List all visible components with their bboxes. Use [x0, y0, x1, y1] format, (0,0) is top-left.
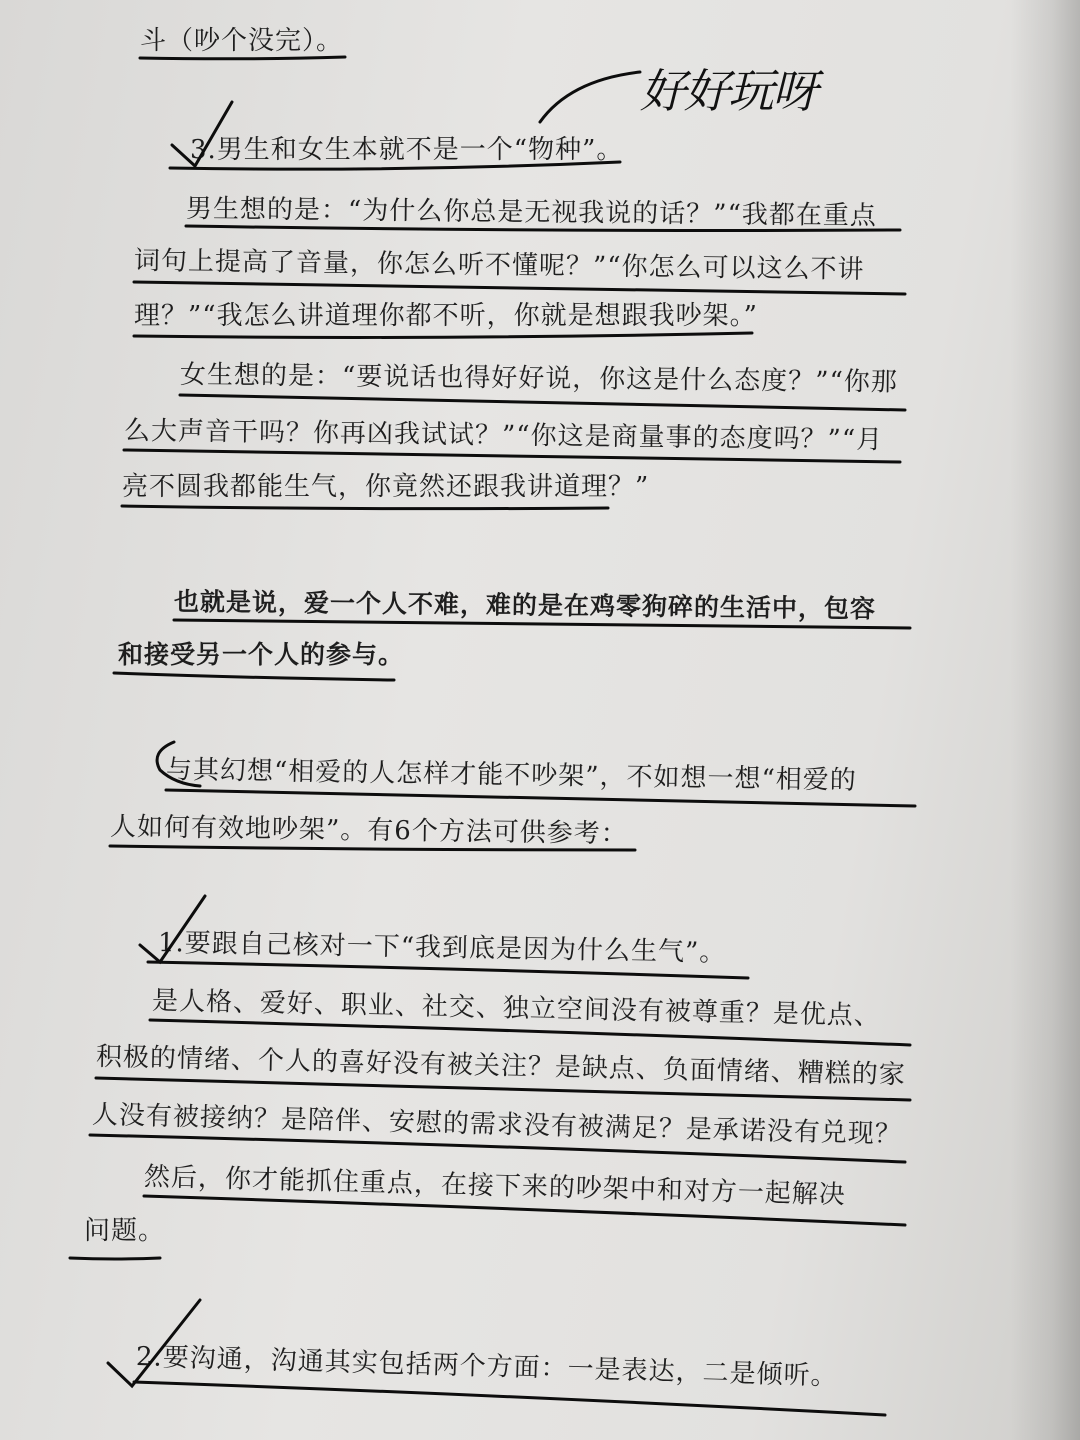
text-line-17: 2.要沟通，沟通其实包括两个方面：一是表达，二是倾听。 [135, 1342, 838, 1392]
text-line-3: 男生想的是：“为什么你总是无视我说的话？”“我都在重点 [185, 194, 878, 232]
text-line-11: 1.要跟自己核对一下“我到底是因为什么生气”。 [157, 928, 727, 968]
text-line-10: 人如何有效地吵架”。有6个方法可供参考： [109, 812, 629, 850]
curve-arrow [540, 72, 640, 122]
text-line-15: 然后，你才能抓住重点，在接下来的吵架中和对方一起解决 [143, 1162, 847, 1211]
text-line-13: 积极的情绪、个人的喜好没有被关注？是缺点、负面情绪、糟糕的家 [95, 1042, 907, 1091]
text-line-16: 问题。 [84, 1216, 166, 1246]
underline-18 [70, 1258, 160, 1259]
underline-10 [114, 673, 394, 680]
text-line-8: 亮不圆我都能生气，你竟然还跟我讲道理？” [122, 472, 650, 502]
page-edge-shadow [1010, 0, 1080, 1440]
text-line-1: 斗（吵个没完）。 [140, 26, 344, 56]
text-line-12: 是人格、爱好、职业、社交、独立空间没有被尊重？是优点、 [151, 986, 882, 1032]
handwritten-note: 好好玩呀 [640, 64, 816, 118]
text-line-9: 与其幻想“相爱的人怎样才能不吵架”，不如想一想“相爱的 [165, 755, 858, 796]
text-line-14: 人没有被接纳？是陪伴、安慰的需求没有被满足？是承诺没有兑现？ [91, 1100, 903, 1150]
bold-line-1: 也就是说，爱一个人不难，难的是在鸡零狗碎的生活中，包容 [173, 587, 877, 624]
underline-8 [122, 506, 608, 509]
bold-line-2: 和接受另一个人的参与。 [118, 640, 405, 669]
text-line-6: 女生想的是：“要说话也得好好说，你这是什么态度？”“你那 [179, 360, 899, 398]
text-line-7: 么大声音干吗？你再凶我试试？”“你这是商量事的态度吗？”“月 [123, 416, 884, 456]
text-line-2: 3.男生和女生本就不是一个“物种”。 [190, 135, 624, 165]
text-line-5: 理？”“我怎么讲道理你都不听，你就是想跟我吵架。” [134, 301, 758, 331]
underline-5 [134, 333, 752, 337]
text-line-4: 词句上提高了音量，你怎么听不懂呢？”“你怎么可以这么不讲 [133, 246, 865, 285]
